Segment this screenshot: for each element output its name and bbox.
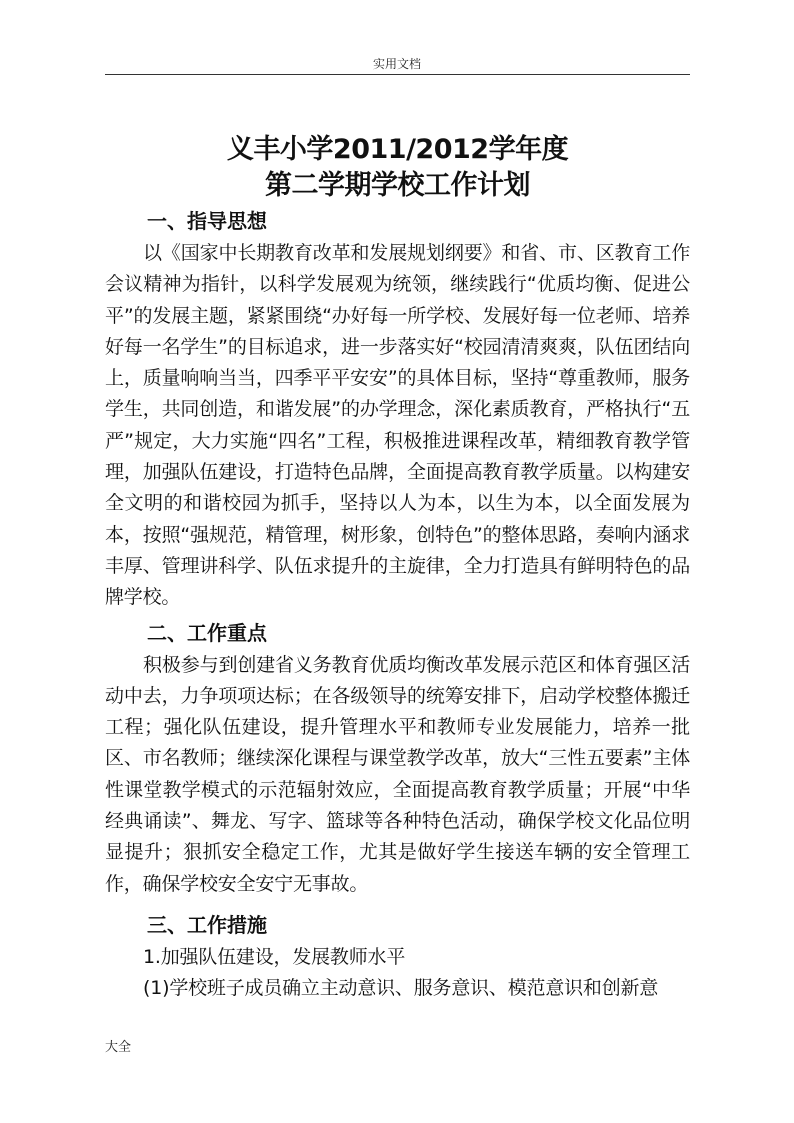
document-title-line-1: 义丰小学2011/2012学年度 xyxy=(226,134,569,165)
section-heading-work-focus: 二、工作重点 xyxy=(147,620,267,645)
document-title-line-2: 第二学期学校工作计划 xyxy=(265,170,530,201)
document-body xyxy=(105,132,690,1005)
page-header: 实用文档 xyxy=(372,57,421,71)
section-heading-guiding-ideology: 一、指导思想 xyxy=(147,209,267,233)
measure-item-1: 1.加强队伍建设，发展教师水平 xyxy=(143,945,406,968)
page-footer: 大全 xyxy=(105,1040,132,1055)
header-divider xyxy=(105,74,690,75)
measure-item-1-1: (1)学校班子成员确立主动意识、服务意识、模范意识和创新意 xyxy=(143,977,659,1000)
section-paragraph-work-focus: 积极参与到创建省义务教育优质均衡改革发展示范区和体育强区活动中去，力争项项达标；在各级领导的统筹安排下，启动学校整体搬迁工程；强化队伍建设，提升管理水平和教师专业发展能力，培养一批区、市名教师；继续深化课程与课堂教学改革，放大“三性五要素”主体性课堂教学模式的示范辐射效应，全面提高教育教学质量；开展“中华经典诵读”、舞龙、写字、篮球等各种特色活动，确保学校文化品位明显提升；狠抓安全稳定工作，尤其是做好学生接送车辆的安全管理工作，确保学校安全安宁无事故。 xyxy=(105,653,690,895)
section-paragraph-guiding-ideology: 以《国家中长期教育改革和发展规划纲要》和省、市、区教育工作会议精神为指针，以科学发展观为统领，继续践行“优质均衡、促进公平”的发展主题，紧紧围绕“办好每一所学校、发展好每一位老师、培养好每一名学生”的目标追求，进一步落实好“校园清清爽爽，队伍团结向上，质量响响当当，四季平平安安”的具体目标，坚持“尊重教师，服务学生，共同创造，和谐发展”的办学理念，深化素质教育，严格执行“五严”规定，大力实施“四名”工程，积极推进课程改革，精细教育教学管理，加强队伍建设，打造特色品牌，全面提高教育教学质量。以构建安全文明的和谐校园为抓手，坚持以人为本，以生为本，以全面发展为本，按照“强规范，精管理，树形象，创特色”的整体思路，奏响内涵求丰厚、管理讲科学、队伍求提升的主旋律，全力打造具有鲜明特色的品牌学校。 xyxy=(105,242,690,609)
section-heading-work-measures: 三、工作措施 xyxy=(147,912,267,937)
